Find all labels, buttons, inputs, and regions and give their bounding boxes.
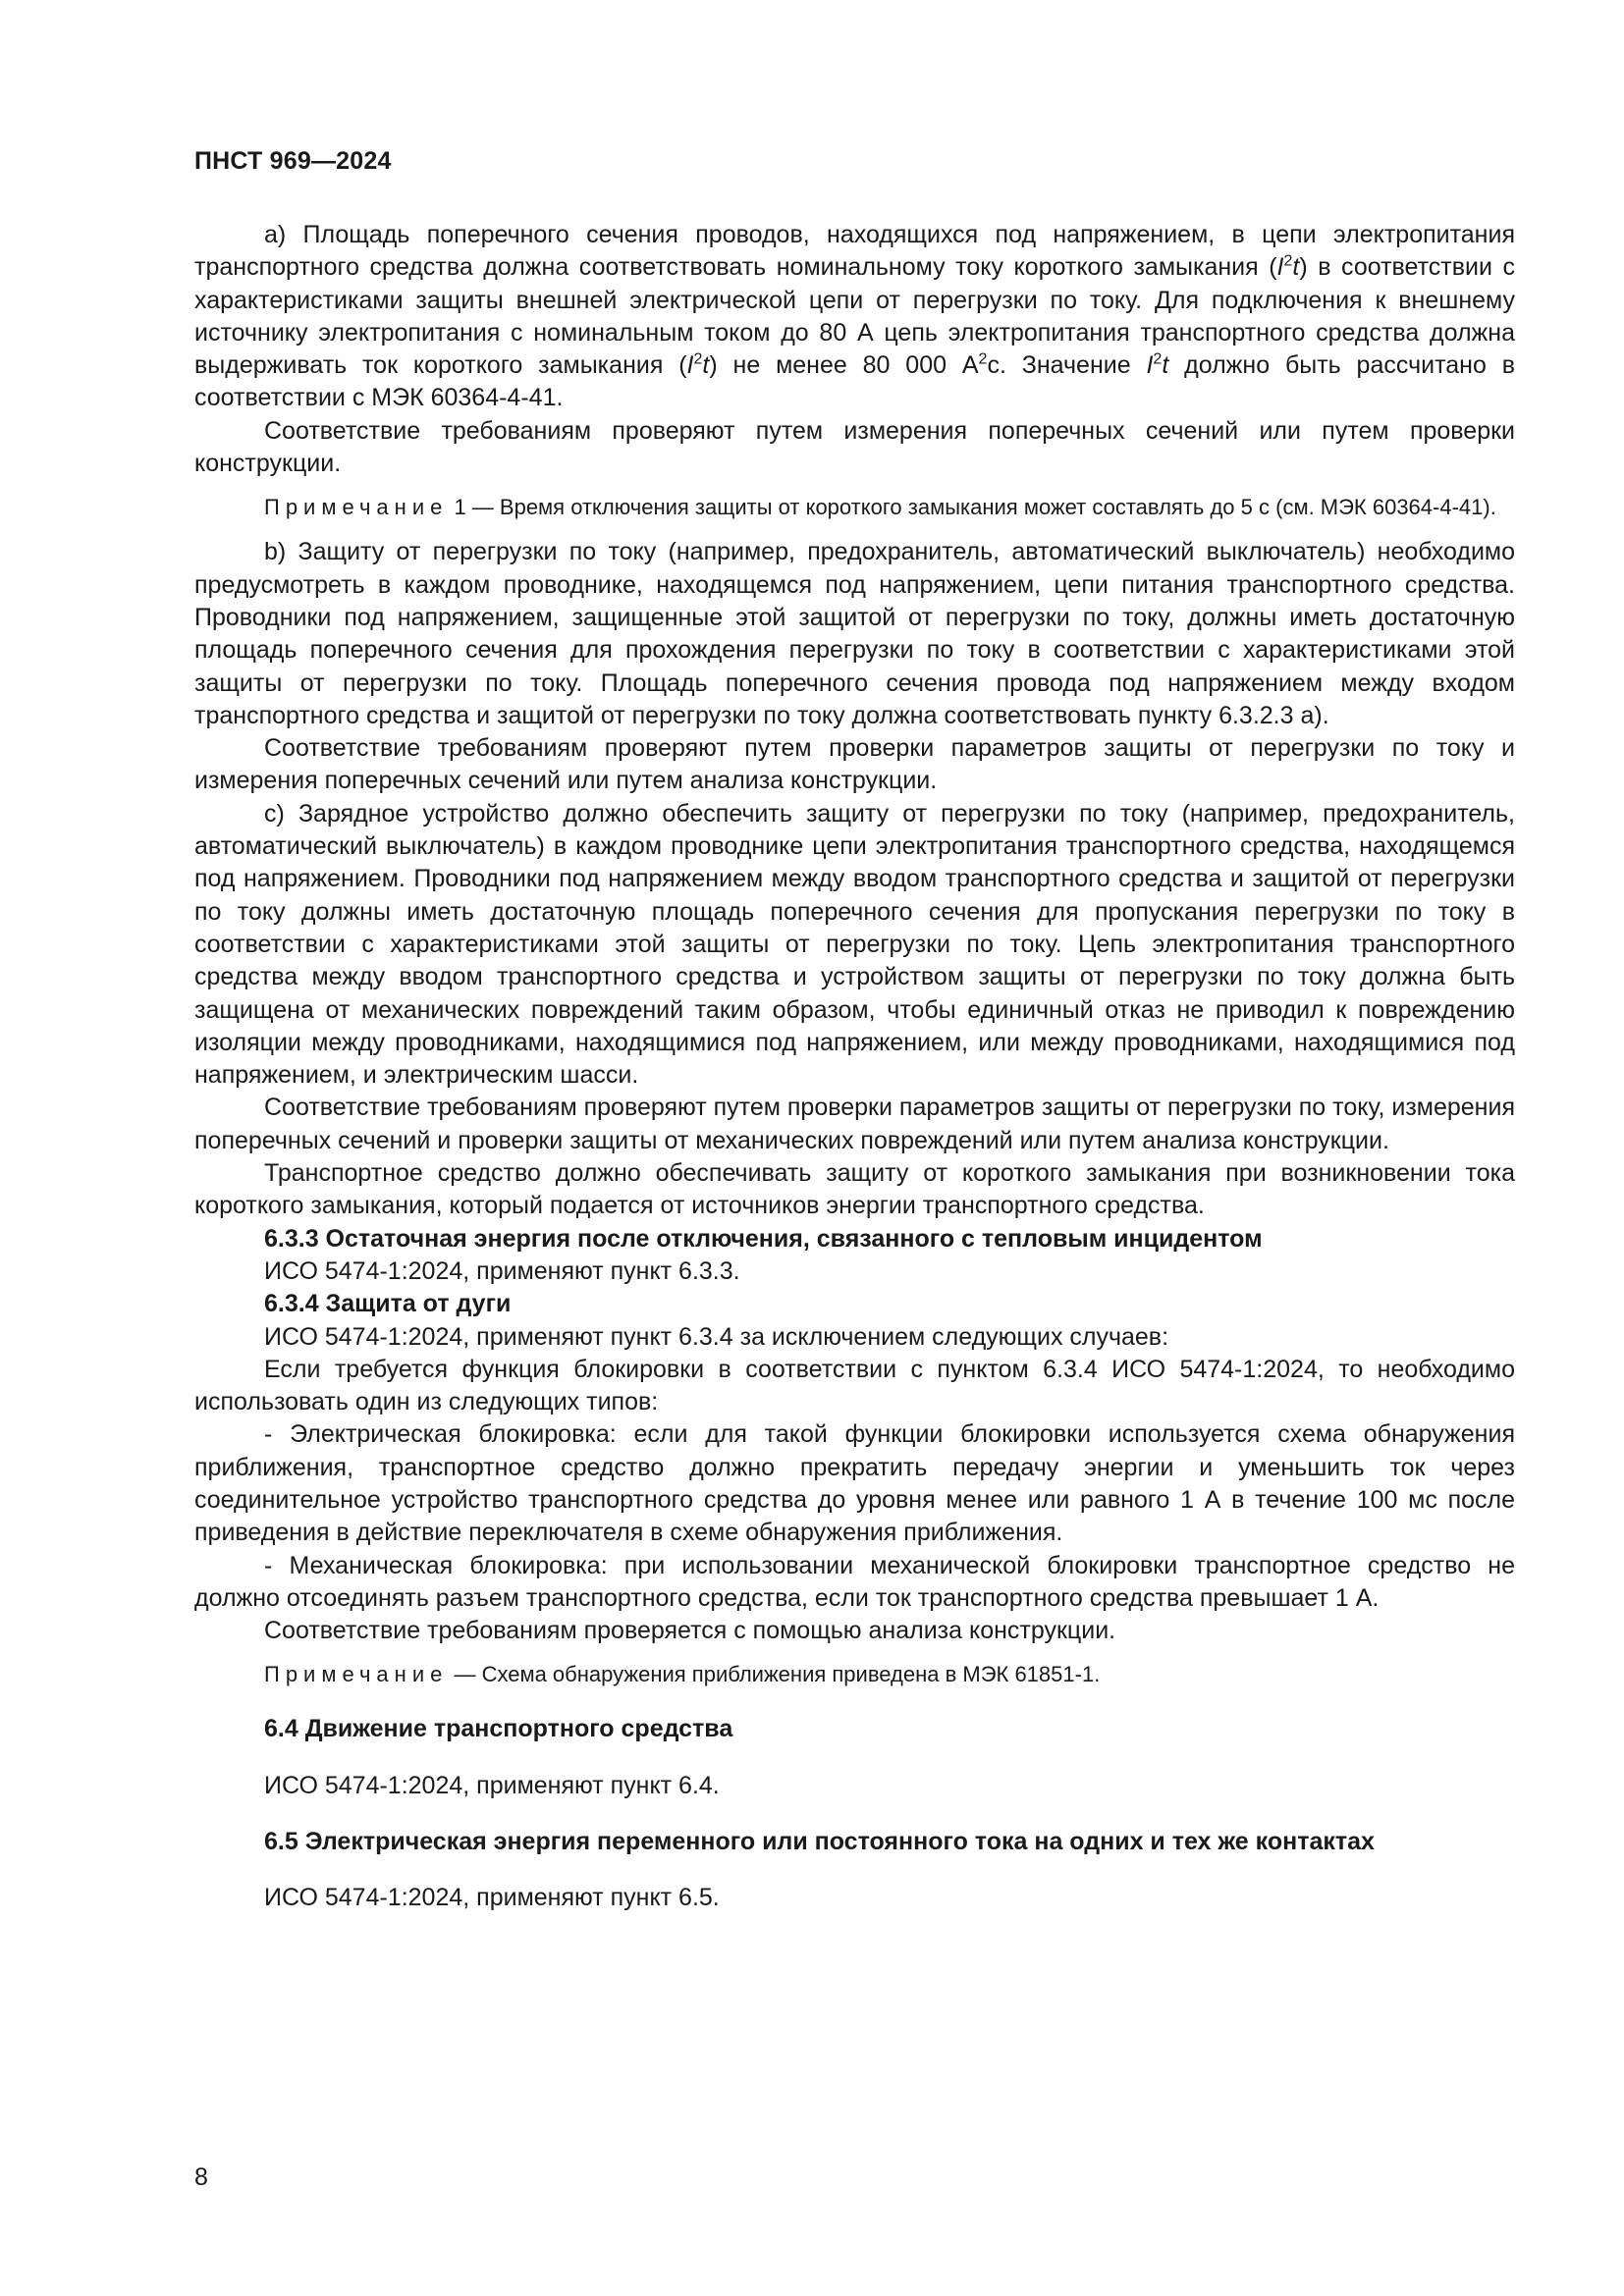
section-6-3-3-text: ИСО 5474-1:2024, применяют пункт 6.3.3. [264,1256,740,1285]
note-label: Примечание [264,495,449,520]
document-page [194,147,1515,1915]
note-text: — Схема обнаружения приближения приведена в МЭК 61851-1. [448,1662,1101,1687]
heading-6-4: 6.4 Движение транспортного средства [264,1715,733,1743]
note-2 [194,1659,1515,1689]
heading-6-5: 6.5 Электрическая энергия переменного или постоянного тока на одних и тех же контактах [264,1828,1375,1856]
text-run: должно быть рассчитано в соответствии с МЭК 60364-4-41. [194,351,1515,412]
page-number: 8 [194,2163,208,2191]
formula-sup: 2 [693,350,703,368]
formula-sup: 2 [1283,252,1293,270]
formula-var: I [686,351,694,380]
formula-var: t [1292,253,1300,282]
heading-6-3-4: 6.3.4 Защита от дуги [264,1290,512,1318]
mechanical-interlock-item: - Механическая блокировка: при использовании механической блокировки транспортное средство не должно отсоединять разъем транспортного средства, если ток транспортного средства превышает 1 А. [194,1551,1515,1612]
formula-sup: 2 [1153,350,1163,368]
text-run: ) не менее 80 000 А [709,351,979,380]
item-a-paragraph [194,219,1515,415]
formula-var: I [1276,253,1284,282]
note-label: Примечание [264,1662,449,1687]
section-6-3-4-text-2: Если требуется функция блокировки в соответствии с пунктом 6.3.4 ИСО 5474-1:2024, то необходимо использовать один из следующих типов: [194,1355,1515,1416]
formula-sup: 2 [978,350,988,368]
document-header: ПНСТ 969—2024 [194,147,392,175]
short-circuit-paragraph: Транспортное средство должно обеспечивать защиту от короткого замыкания при возникновении тока короткого замыкания, который подается от источников энергии транспортного средства. [194,1159,1515,1220]
text-run: ) в соответствии с характеристиками защиты внешней электрической цепи от перегрузки по току. Для подключения к внешнему источнику электропитания с номинальным током до 80 А цепь электропитания транспортного средства должна выдерживать ток короткого замыкания ( [194,253,1515,380]
note-text: 1 — Время отключения защиты от короткого замыкания может составлять до 5 с (см. МЭК 60364-4-41). [448,495,1496,520]
section-6-5-text: ИСО 5474-1:2024, применяют пункт 6.5. [264,1884,720,1912]
section-6-4-text: ИСО 5474-1:2024, применяют пункт 6.4. [264,1771,720,1799]
section-6-3-4-check: Соответствие требованиям проверяется с помощью анализа конструкции. [264,1617,1116,1645]
formula-var: I [1146,351,1154,380]
heading-6-3-3: 6.3.3 Остаточная энергия после отключения, связанного с тепловым инцидентом [264,1224,1263,1253]
text-run: с. Значение [987,351,1147,380]
item-c-paragraph: c) Зарядное устройство должно обеспечить защиту от перегрузки по току (например, предохранитель, автоматический выключатель) в каждом проводнике цепи электропитания транспортного средства, находящемся под напряжением. Проводники под напряжением между вводом транспортного средства и защитой от перегрузки по току должны иметь достаточную площадь поперечного сечения для пропускания перегрузки по току в соответствии с характеристиками этой защиты от перегрузки по току. Цепь электропитания транспортного средства между вводом транспортного средства и устройством защиты от перегрузки по току должна быть защищена от механических повреждений таким образом, чтобы единичный отказ не приводил к повреждению изоляции между проводниками, находящимися под напряжением, или между проводниками, находящимися под напряжением, и электрическим шасси. [194,799,1515,1090]
electric-interlock-item: - Электрическая блокировка: если для такой функции блокировки используется схема обнаружения приближения, транспортное средство должно прекратить передачу энергии и уменьшить ток через соединительное устройство транспортного средства до уровня менее или равного 1 А в течение 100 мс после приведения в действие переключателя в схеме обнаружения приближения. [194,1420,1515,1547]
note-1 [194,492,1515,522]
item-a-check-paragraph: Соответствие требованиям проверяют путем измерения поперечных сечений или путем проверки конструкции. [194,416,1515,478]
item-c-check-paragraph: Соответствие требованиям проверяют путем проверки параметров защиты от перегрузки по току, измерения поперечных сечений и проверки защиты от механических повреждений или путем анализа конструкции. [194,1094,1515,1154]
formula-var: t [702,351,710,380]
text-run: a) Площадь поперечного сечения проводов, находящихся под напряжением, в цепи электропитания транспортного средства должна соответствовать номинальному току короткого замыкания ( [194,221,1515,282]
section-6-3-4-text-1: ИСО 5474-1:2024, применяют пункт 6.3.4 за исключением следующих случаев: [264,1322,1169,1351]
item-b-paragraph: b) Защиту от перегрузки по току (например, предохранитель, автоматический выключатель) необходимо предусмотреть в каждом проводнике, находящемся под напряжением, цепи питания транспортного средства. Проводники под напряжением, защищенные этой защитой от перегрузки по току, должны иметь достаточную площадь поперечного сечения для прохождения перегрузки по току в соответствии с характеристиками этой защиты от перегрузки по току. Площадь поперечного сечения провода под напряжением между входом транспортного средства и защитой от перегрузки по току должна соответствовать пункту 6.3.2.3 a). [194,538,1515,729]
item-b-check-paragraph: Соответствие требованиям проверяют путем проверки параметров защиты от перегрузки по току и измерения поперечных сечений или путем анализа конструкции. [194,734,1515,795]
formula-var: t [1162,351,1169,380]
